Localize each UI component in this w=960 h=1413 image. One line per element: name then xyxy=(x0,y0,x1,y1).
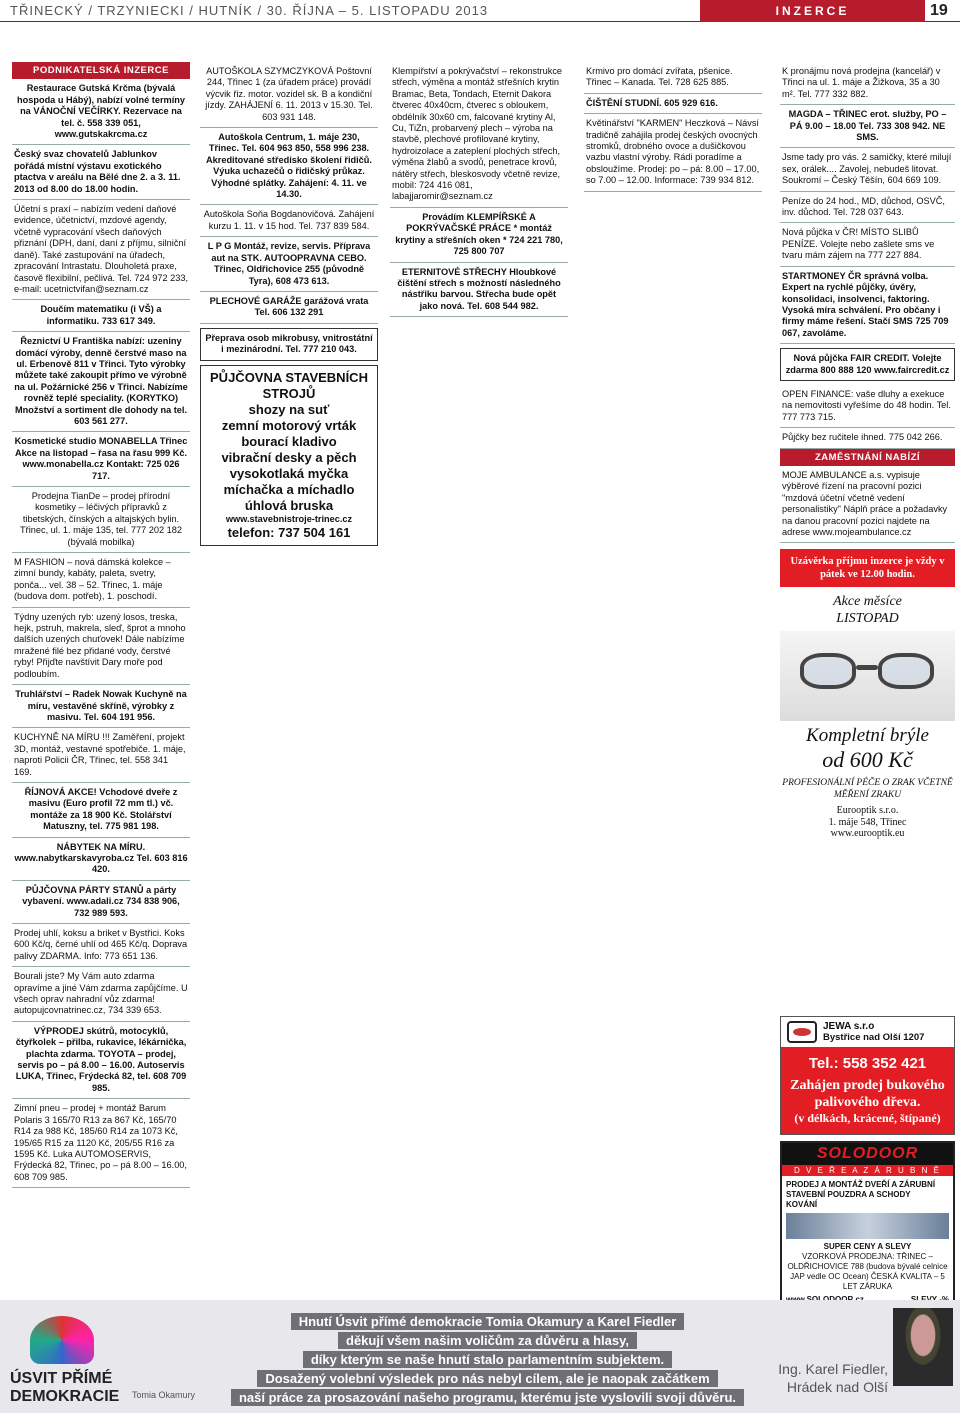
optik-line1: Akce měsíce xyxy=(833,594,902,610)
column-4 xyxy=(584,62,762,192)
jewa-brand: JEWA s.r.o xyxy=(823,1021,875,1032)
rental-item: vysokotlaká myčka xyxy=(229,465,349,481)
classified-ad: Provádím KLEMPÍŘSKÉ A POKRÝVAČSKÉ PRÁCE * montáž krytiny a střešních oken * 724 221 780, 725 800 707 xyxy=(390,208,568,263)
solodoor-bullet: PRODEJ A MONTÁŽ DVEŘÍ A ZÁRUBNÍ xyxy=(786,1180,936,1189)
classified-ad: ŘÍJNOVÁ AKCE! Vchodové dveře z masivu (Euro profil 72 mm tl.) vč. montáže za 18 900 Kč. Stolářství Matuszny, tel. 775 981 198. xyxy=(12,783,190,838)
optik-line2: LISTOPAD xyxy=(836,611,899,627)
classified-ad: ETERNITOVÉ STŘECHY Hloubkové čištění střech s možností následného nástřiku barvou. Střecha bude opět jako nová. Tel. 608 544 982. xyxy=(390,263,568,318)
optik-address: 1. máje 548, Třinec xyxy=(828,816,907,828)
optik-company: Eurooptik s.r.o. xyxy=(836,805,899,817)
classified-ad: Doučím matematiku (i VŠ) a informatiku. 733 617 349. xyxy=(12,300,190,332)
person-name: Ing. Karel Fiedler, xyxy=(778,1361,888,1377)
party-logo xyxy=(10,1316,210,1404)
classified-ad: Řeznictví U Františka nabízí: uzeniny domácí výroby, denně čerstvé maso na ul. Erbenově 811 v Třinci. Tyto výrobky můžete také zakoupit přímo ve výrobně na ul. Požárnické 256 v Třinci. Nabízíme rovněž teplé speciality. (KORYTKO) Množství a sortiment dle dohody na tel. 603 561 277. xyxy=(12,332,190,432)
category-badge: INZERCE xyxy=(700,0,925,22)
solodoor-logo xyxy=(782,1143,953,1165)
jewa-header xyxy=(781,1017,954,1047)
footer-line: díky kterým se naše hnutí stalo parlamentním subjektem. xyxy=(303,1351,672,1368)
rental-item: shozy na suť xyxy=(248,401,330,417)
classified-ad: Zimní pneu – prodej + montáž Barum Polaris 3 165/70 R13 za 867 Kč, 165/70 R14 za 988 Kč, 185/60 R14 za 1073 Kč, 195/65 R15 za 1120 Kč, 205/55 R16 za 1595 Kč. Luka AUTOMOSERVIS, Frýdecká 82, Třinec, po – pá 8.00 – 16.00, 608 709 985. xyxy=(12,1099,190,1188)
solodoor-bullet: STAVEBNÍ POUZDRA A SCHODY xyxy=(786,1190,911,1199)
optik-web: www.eurooptik.eu xyxy=(830,828,905,840)
optician-ad xyxy=(780,593,955,839)
classified-ad: Účetní s praxí – nabízím vedení daňové evidence, účetnictví, mzdové agendy, včetně vypracování všech daňových přiznání (DPH, daní, daní z příjmu, silniční daně). Také zastupování na úřadech, zpracování Intrastatu. Dlouholetá praxe, časově flexibilní, pečlivá. Tel. 724 972 233, e-mail: ucetnictvifan@seznam.cz xyxy=(12,200,190,300)
classified-ad: OPEN FINANCE: vaše dluhy a exekuce na nemovitosti vyřešíme do 48 hodin. Tel. 777 773 715. xyxy=(780,385,955,428)
classified-ad: Bourali jste? My Vám auto zdarma opravíme a jiné Vám zdarma zapůjčíme. U všech oprav nahradní vůz zdarma! autopujcovnatrinec.cz, 734 339 653. xyxy=(12,967,190,1022)
classified-ad: Český svaz chovatelů Jablunkov pořádá místní výstavu exotického ptactva v areálu na Bělé dne 2. a 3. 11. 2013 od 8.00 do 18.00 hodin. xyxy=(12,145,190,200)
column-3 xyxy=(390,62,568,317)
solodoor-brand: SOLODOOR xyxy=(816,1145,919,1162)
optik-line4: od 600 Kč xyxy=(822,747,913,773)
person-place: Hrádek nad Olší xyxy=(786,1379,888,1395)
rental-title: PŮJČOVNA STAVEBNÍCH STROJŮ xyxy=(210,369,368,401)
person-photo xyxy=(893,1308,953,1386)
page-header xyxy=(0,0,960,22)
jewa-line2: palivového dřeva. xyxy=(814,1095,921,1110)
classified-ad: Peníze do 24 hod., MD, důchod, OSVČ, inv. důchod. Tel. 728 037 643. xyxy=(780,192,955,224)
footer-message xyxy=(215,1312,760,1407)
classified-ad-boxed: Přeprava osob mikrobusy, vnitrostátní i mezinárodní. Tel. 777 210 043. xyxy=(200,328,378,361)
solodoor-body xyxy=(782,1176,953,1319)
solodoor-showroom: VZORKOVÁ PRODEJNA: TŘINEC – OLDŘICHOVICE 788 (budova bývalé celnice JAP vedle OC Ocean) ČESKÁ KVALITA – 5 LET ZÁRUKA xyxy=(787,1252,948,1291)
footer-line: Dosažený volební výsledek pro nás nebyl cílem, ale je naopak začátkem xyxy=(257,1370,717,1387)
column-1 xyxy=(12,62,190,1188)
lens-left xyxy=(800,653,856,689)
solodoor-subtitle: D V E Ř E A Z Á R U B N Ě xyxy=(782,1165,953,1176)
party-sub: Tomia Okamury xyxy=(132,1390,196,1400)
section-title-business: PODNIKATELSKÁ INZERCE xyxy=(12,62,190,79)
party-logo-icon xyxy=(30,1316,94,1364)
solodoor-tag: SUPER CENY A SLEVY xyxy=(823,1242,912,1251)
rental-item: úhlová bruska xyxy=(244,497,334,513)
classified-ad: Kosmetické studio MONABELLA Třinec Akce na listopad – řasa na řasu 999 Kč. www.monabella.cz Kontakt: 725 026 717. xyxy=(12,432,190,487)
footer-political-ad xyxy=(0,1300,960,1413)
classified-ad: Květinářství "KARMEN" Heczková – Návsí tradičně zahájila prodej českých ovocných stromků, drobného ovoce a dušičkovou vazbu vlastní výroby. Rádi poradíme a obsloužíme. Prodej: po – pá: 8.00 – 17.00, so 7.00 – 12.00. Informace: 739 934 812. xyxy=(584,114,762,191)
classified-ad: VÝPRODEJ skútrů, motocyklů, čtyřkolek – přilba, rukavice, lékárnička, plachta zdarma. TOYOTA – prodej, servis po – pá 8.00 – 16.00. Autoservis LUKA, Třinec, Frýdecká 82, tel. 608 709 985. xyxy=(12,1022,190,1099)
solodoor-bullet: KOVÁNÍ xyxy=(786,1200,818,1209)
section-label: TŘINECKÝ / TRZYNIECKI / HUTNÍK / 30. ŘÍJNA – 5. LISTOPADU 2013 xyxy=(10,3,489,18)
classified-ad: KUCHYNĚ NA MÍRU !!! Zaměření, projekt 3D, montáž, vestavné spotřebiče. 1. máje, naproti Policii ČR, Třinec, tel. 558 341 169. xyxy=(12,728,190,783)
employment-ad: MOJE AMBULANCE a.s. vypisuje výběrové řízení na pracovní pozici "mzdová účetní včetně vedení personalistiky" Náplň práce a požadavky na danou pracovní pozici najdete na adrese www.mojeambulance.cz xyxy=(780,466,955,543)
classified-ad: Restaurace Gutská Krčma (bývalá hospoda u Hábý), nabízí volné termíny na VÁNOČNÍ VEČÍRKY. Rezervace na tel. č. 558 339 051, www.gutskakrcma.cz xyxy=(12,79,190,145)
classified-ad: MAGDA – TŘINEC erot. služby, PO – PÁ 9.00 – 18.00 Tel. 733 308 942. NE SMS. xyxy=(780,105,955,148)
classified-ad-boxed: Nová půjčka FAIR CREDIT. Volejte zdarma 800 888 120 www.faircredit.cz xyxy=(780,348,955,381)
classified-ad: Autoškola Soňa Bogdanovičová. Zahájení kurzu 1. 11. v 15 hod. Tel. 737 839 584. xyxy=(200,205,378,237)
solodoor-ad xyxy=(780,1141,955,1321)
classified-ad: Klempířství a pokrývačství – rekonstrukce střech, výměna a montáž střešních krytin Bramac, Beta, Tondach, Eternit Dakora čtverec 40x40cm, čtverec s obloukem, obdélník 30x60 cm, falcované krytiny Al, Cu, TiZn, probarvený plech – výroba na stavbě, plechové profilované krytiny, hydroizolace a zateplení plochých střech, výměna žlabů a svodů, penetrace krovů, nátěry střech, bleskosvody včetně revize, mobil: 724 416 081, labajjaromir@seznam.cz xyxy=(390,62,568,208)
jewa-ad xyxy=(780,1016,955,1135)
classified-ad: Nová půjčka v ČR! MÍSTO SLIBŮ PENÍZE. Volejte nebo zašlete sms ve tvaru mám zájem na 777 227 884. xyxy=(780,223,955,266)
classified-ad: AUTOŠKOLA SZYMCZYKOVÁ Poštovní 244, Třinec 1 (za úřadem práce) provádí výcvik řiz. motor. vozidel sk. B a kondiční jízdy. ZAHÁJENÍ 6. 11. 2013 v 15.30. Tel. 603 931 148. xyxy=(200,62,378,128)
section-title-employment: ZAMĚSTNÁNÍ NABÍZÍ xyxy=(780,449,955,466)
rental-web: www.stavebnistroje-trinec.cz xyxy=(225,513,353,524)
deadline-banner: Uzávěrka příjmu inzerce je vždy v pátek ve 12.00 hodin. xyxy=(780,549,955,587)
jewa-location: Bystřice nad Olší 1207 xyxy=(823,1032,925,1043)
classified-ad: L P G Montáž, revize, servis. Příprava aut na STK. AUTOOPRAVNA CEBO. Třinec, Oldřichovice 255 (původně Tyra), 608 473 613. xyxy=(200,237,378,292)
classified-ad: Půjčky bez ručitele ihned. 775 042 266. xyxy=(780,428,955,448)
column-2 xyxy=(200,62,378,550)
rental-phone: telefon: 737 504 161 xyxy=(227,524,351,540)
rental-ad xyxy=(200,365,378,546)
rental-item: bourací kladivo xyxy=(241,433,337,449)
classified-ad: Autoškola Centrum, 1. máje 230, Třinec. Tel. 604 963 850, 558 996 238. Akreditované středisko školení řidičů. Výuka uchazečů o řidičský průkaz. Výhodné splátky. Zahájení: 4. 11. ve 14.30. xyxy=(200,128,378,205)
solodoor-door-image xyxy=(786,1213,949,1239)
person-name-block xyxy=(758,1360,888,1396)
jewa-phone: Tel.: 558 352 421 xyxy=(808,1055,927,1072)
jewa-red-block xyxy=(781,1047,954,1134)
classified-ad: Truhlářství – Radek Nowak Kuchyně na míru, vestavěné skříně, výrobky z masivu. Tel. 604 191 956. xyxy=(12,685,190,728)
party-name: ÚSVIT PŘÍMÉ DEMOKRACIE xyxy=(10,1370,120,1405)
jewa-logo-icon xyxy=(787,1021,817,1043)
classified-ad: ČIŠTĚNÍ STUDNÍ. 605 929 616. xyxy=(584,94,762,114)
glasses-bridge xyxy=(856,665,878,670)
classified-ad: Prodej uhlí, koksu a briket v Bystřici. Koks 600 Kč/q, černé uhlí od 465 Kč/q. Doprava palivy ZDARMA. Info: 773 651 136. xyxy=(12,924,190,967)
classified-ad: PLECHOVÉ GARÁŽE garážová vrata Tel. 606 132 291 xyxy=(200,292,378,324)
footer-line: Hnutí Úsvit přímé demokracie Tomia Okamury a Karel Fiedler xyxy=(291,1313,685,1330)
footer-line: děkují všem našim voličům za důvěru a hlasy, xyxy=(338,1332,637,1349)
classified-ad: Prodejna TianDe – prodej přírodní kosmetiky – léčivých přípravků z tibetských, čínských a altajských bylin. Třinec, ul. 1. máje 135, tel. 777 202 182 (bývalá mobilka) xyxy=(12,487,190,553)
classified-ad: Jsme tady pro vás. 2 samičky, které milují sex, orálek.... Zavolej, nebudeš litovat. Soukromí – Český Těšín, 604 669 109. xyxy=(780,148,955,191)
rental-item: míchačka a míchadlo xyxy=(223,481,355,497)
column-5 xyxy=(780,62,955,840)
classified-ad: STARTMONEY ČR správná volba. Expert na rychlé půjčky, úvěry, konsolidaci, insolvenci, faktoring. Vysoká míra schválení. Pro občany i firmy máme řešení. Stačí SMS 725 709 067, zavoláme. xyxy=(780,267,955,344)
jewa-line3: (v délkách, krácené, štípané) xyxy=(794,1111,941,1125)
lower-ads xyxy=(780,1010,955,1327)
classified-ad: PŮJČOVNA PÁRTY STANŮ a párty vybavení. www.adali.cz 734 838 906, 732 989 593. xyxy=(12,881,190,924)
classified-ad: K pronájmu nová prodejna (kancelář) v Třinci na ul. 1. máje a Žižkova, 35 a 30 m². Tel. 777 332 882. xyxy=(780,62,955,105)
optik-line5: PROFESIONÁLNÍ PÉČE O ZRAK VČETNĚ MĚŘENÍ ZRAKU xyxy=(782,778,953,801)
classified-ad: Týdny uzených ryb: uzený losos, treska, hejk, pstruh, makrela, sleď, šprot a mnoho dalších uzených chuťovek! Dále nabízíme mražené filé bez přidané vody, čerstvé ryby! Přijďte navštívit Dary moře pod podloubím. xyxy=(12,608,190,685)
footer-line: naší práce za prosazování našeho programu, kterému jste vyslovili svoji důvěru. xyxy=(231,1389,744,1406)
classified-ad: M FASHION – nová dámská kolekce – zimní bundy, kabáty, paleta, svetry, ponča... vel. 38 – 52. Třinec, 1. máje (budova dom. potřeb), 1. poschodí. xyxy=(12,553,190,608)
lens-right xyxy=(878,653,934,689)
page-number: 19 xyxy=(930,2,948,19)
glasses-image xyxy=(780,631,955,721)
classified-ad: NÁBYTEK NA MÍRU. www.nabytkarskavyroba.cz Tel. 603 816 420. xyxy=(12,838,190,881)
jewa-line1: Zahájen prodej bukového xyxy=(790,1078,945,1093)
rental-item: zemní motorový vrták xyxy=(221,417,357,433)
rental-item: vibrační desky a pěch xyxy=(221,449,357,465)
classified-ad: Krmivo pro domácí zvířata, pšenice. Třinec – Kanada. Tel. 728 625 885. xyxy=(584,62,762,94)
optik-line3: Kompletní brýle xyxy=(806,725,929,747)
